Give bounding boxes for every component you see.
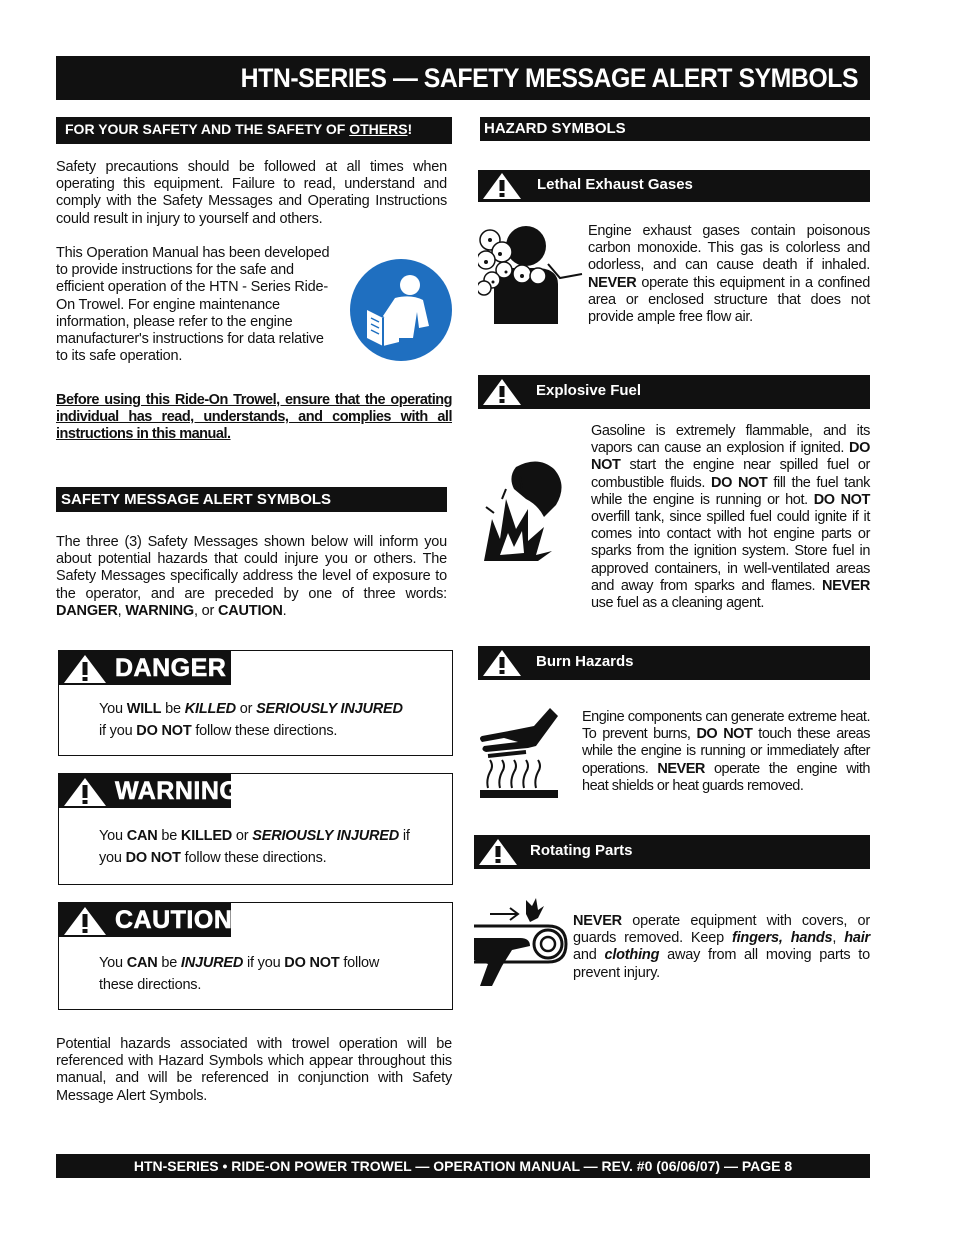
fuel-text: Gasoline is extremely flammable, and its vapors can cause an explosion if ignited. DO NOT start the engine near spilled fuel or combustible fluids. DO NOT fill the fuel tank while the engine is running or hot. DO NOT overfill tank, since spilled fuel could ignite if it comes into contact with hot engine parts or sparks from the ignition system. Store fuel in approved containers, in well-ventilated areas and away from sparks and flames. NEVER use fuel as a cleaning agent. (591, 423, 870, 612)
exhaust-text: Engine exhaust gases contain poisonous carbon monoxide. This gas is colorless and odorless, and can cause death if inhaled. NEVER operate this equipment in a confined area or enclosed structure that does not provide ample free flow air. (588, 223, 870, 326)
rotating-text: NEVER operate equipment with covers, or guards removed. Keep fingers, hands, hair and clothing away from all moving parts to prevent injury. (573, 913, 870, 981)
intro-paragraph: Safety precautions should be followed at all times when operating this equipment. Failure to read, understand and comply with the Safety Messages and Operating Instructions could result in injury to yourself and others. (56, 159, 447, 227)
rotating-label: Rotating Parts (530, 842, 633, 859)
caution-box (58, 902, 453, 1010)
explosion-icon (478, 455, 574, 563)
fuel-label: Explosive Fuel (536, 382, 642, 399)
manual-paragraph: This Operation Manual has been developed to provide instructions for the safe and efficient operation of the HTN - Series Ride-On Trowel. For engine maintenance information, please refer to the engine manufacturer's instructions for data relative to its safe operation. (56, 245, 330, 365)
title-bar (56, 56, 870, 100)
exhaust-gas-icon (478, 224, 584, 326)
danger-word: DANGER (115, 654, 227, 682)
warning-message: You CAN be KILLED or SERIOUSLY INJURED if you DO NOT follow these directions. (99, 828, 410, 866)
caution-message: You CAN be INJURED if you DO NOT follow these directions. (99, 955, 380, 993)
page-title: HTN-SERIES — SAFETY MESSAGE ALERT SYMBOLS (240, 63, 858, 93)
rotating-parts-icon (472, 896, 568, 988)
danger-message: You WILL be KILLED or SERIOUSLY INJURED if you DO NOT follow these directions. (99, 701, 403, 739)
alert-triangle-icon (482, 172, 522, 200)
warning-word: WARNING (115, 777, 240, 805)
rotating-hazard-bar (474, 835, 870, 869)
hazard-symbols-bar (480, 117, 870, 141)
danger-signal-bar (59, 651, 231, 685)
warning-signal-bar (59, 774, 240, 808)
hazards-paragraph: Potential hazards associated with trowel operation will be referenced with Hazard Symbols which appear throughout this manual, and will be referenced in conjunction with Safety Message Alert Symbols. (56, 1036, 452, 1104)
alert-triangle-icon (63, 906, 107, 936)
warning-box (58, 773, 453, 885)
read-manual-icon (349, 258, 453, 362)
exhaust-label: Lethal Exhaust Gases (537, 176, 693, 193)
alert-triangle-icon (482, 378, 522, 406)
sma-heading: SAFETY MESSAGE ALERT SYMBOLS (61, 491, 332, 508)
safety-messages-paragraph: The three (3) Safety Messages shown below will inform you about potential hazards that could injure you or others. The Safety Messages specifically address the level of exposure to the operator, and are preceded by one of three words: DANGER, WARNING, or CAUTION. (56, 534, 447, 619)
before-using-notice: Before using this Ride-On Trowel, ensure that the operating individual has read, understands, and complies with all instructions in this manual. (56, 392, 452, 443)
hot-surface-icon (478, 706, 560, 800)
burn-hazard-bar (478, 646, 870, 680)
burn-label: Burn Hazards (536, 653, 634, 670)
alert-triangle-icon (63, 654, 107, 684)
safety-heading: FOR YOUR SAFETY AND THE SAFETY OF OTHERS! (65, 121, 413, 137)
caution-signal-bar (59, 903, 231, 937)
alert-triangle-icon (478, 838, 518, 866)
sma-heading-bar (56, 487, 447, 512)
page-footer: HTN-SERIES • RIDE-ON POWER TROWEL — OPERATION MANUAL — REV. #0 (06/06/07) — PAGE 8 (56, 1154, 870, 1178)
fuel-hazard-bar (478, 375, 870, 409)
hazard-symbols-heading: HAZARD SYMBOLS (484, 120, 626, 137)
safety-heading-bar (56, 117, 452, 144)
caution-word: CAUTION (115, 906, 233, 934)
alert-triangle-icon (482, 649, 522, 677)
danger-box (58, 650, 453, 756)
exhaust-hazard-bar (478, 170, 870, 202)
alert-triangle-icon (63, 777, 107, 807)
burn-text: Engine components can generate extreme heat. To prevent burns, DO NOT touch these areas while the engine is running or immediately after operations. NEVER operate the engine with heat shields or heat guards removed. (582, 709, 870, 794)
